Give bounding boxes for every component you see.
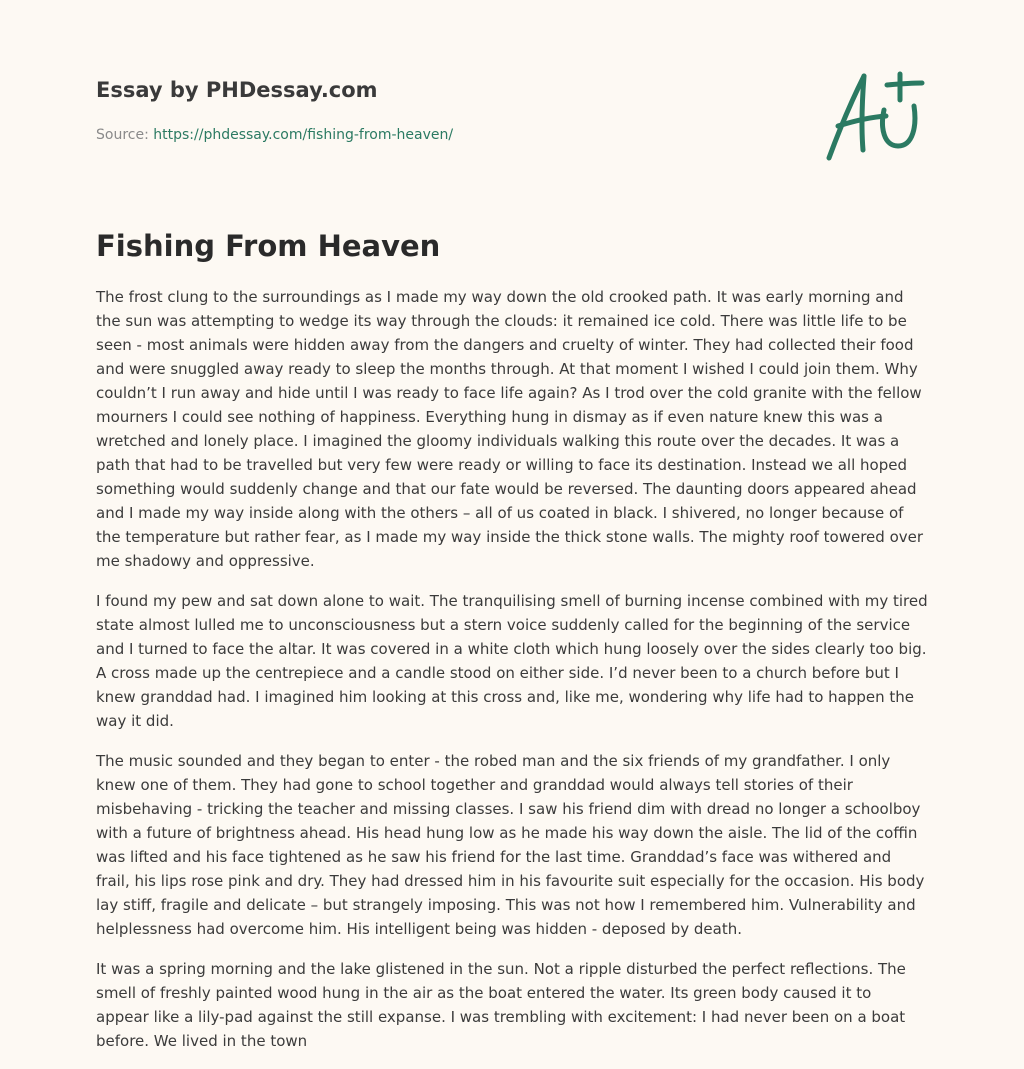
brand-title: Essay by PHDessay.com xyxy=(96,78,378,102)
essay-paragraph: I found my pew and sat down alone to wait. The tranquilising smell of burning incense combined with my tired state almost lulled me to unconsciousness but a stern voice suddenly called for the beginning of the service and I turned to face the altar. It was covered in a white cloth which hung loosely over the sides clearly too big. A cross made up the centrepiece and a candle stood on either side. I’d never been to a church before but I knew granddad had. I imagined him looking at this cross and, like me, wondering why life had to happen the way it did. xyxy=(96,592,928,730)
essay-body xyxy=(96,285,928,1069)
source-line xyxy=(96,125,796,145)
essay-paragraph: It was a spring morning and the lake glistened in the sun. Not a ripple disturbed the perfect reflections. The smell of freshly painted wood hung in the air as the boat entered the water. Its green body caused it to appear like a lily-pad against the still expanse. I was trembling with excitement: I had never been on a boat before. We lived in the town xyxy=(96,960,906,1050)
a-plus-logo-icon xyxy=(818,66,930,166)
essay-paragraph: The music sounded and they began to enter - the robed man and the six friends of my grandfather. I only knew one of them. They had gone to school together and granddad would always tell stories of their misbehaving - tricking the teacher and missing classes. I saw his friend dim with dread no longer a schoolboy with a future of brightness ahead. His head hung low as he made his way down the aisle. The lid of the coffin was lifted and his face tightened as he saw his friend for the last time. Granddad’s face was withered and frail, his lips rose pink and dry. They had dressed him in his favourite suit especially for the occasion. His body lay stiff, fragile and delicate – but strangely imposing. This was not how I remembered him. Vulnerability and helplessness had overcome him. His intelligent being was hidden - deposed by death. xyxy=(96,752,925,938)
essay-title: Fishing From Heaven xyxy=(96,229,441,263)
source-label: Source: xyxy=(96,127,149,143)
source-link[interactable]: https://phdessay.com/fishing-from-heaven/ xyxy=(153,127,454,143)
essay-paragraph: The frost clung to the surroundings as I made my way down the old crooked path. It was early morning and the sun was attempting to wedge its way through the clouds: it remained ice cold. There was little life to be seen - most animals were hidden away from the dangers and cruelty of winter. They had collected their food and were snuggled away ready to sleep the months through. At that moment I wished I could join them. Why couldn’t I run away and hide until I was ready to face life again? As I trod over the cold granite with the fellow mourners I could see nothing of happiness. Everything hung in dismay as if even nature knew this was a wretched and lonely place. I imagined the gloomy individuals walking this route over the decades. It was a path that had to be travelled but very few were ready or willing to face its destination. Instead we all hoped something would suddenly change and that our fate would be reversed. The daunting doors appeared ahead and I made my way inside along with the others – all of us coated in black. I shivered, no longer because of the temperature but rather fear, as I made my way inside the thick stone walls. The mighty roof towered over me shadowy and oppressive. xyxy=(96,288,924,570)
essay-header xyxy=(96,75,796,145)
